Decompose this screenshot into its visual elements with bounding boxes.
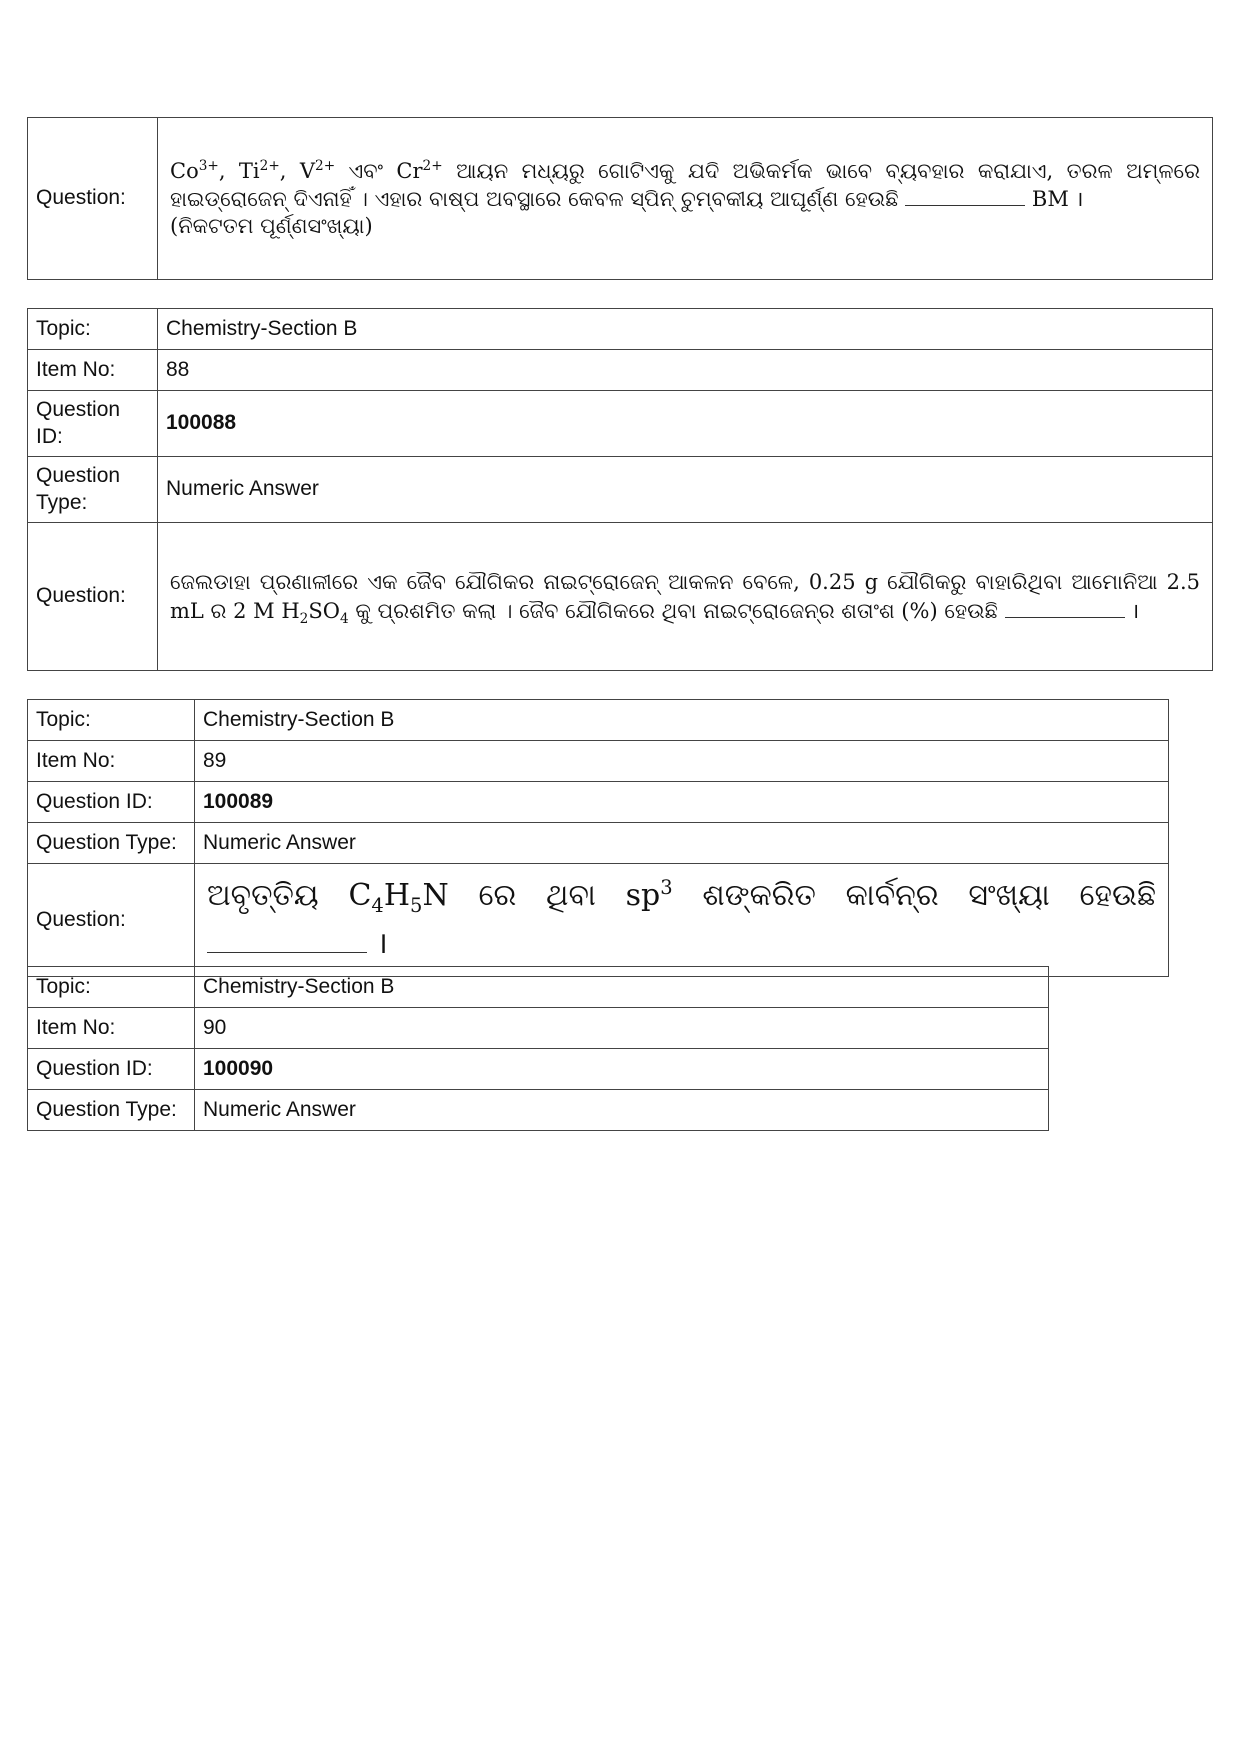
q-text-part: BM । bbox=[1025, 187, 1084, 212]
q-text-part: H bbox=[383, 878, 411, 913]
topic-value: Chemistry-Section B bbox=[195, 700, 1169, 741]
question-type-row bbox=[28, 1090, 1049, 1131]
question-id-value: 100090 bbox=[195, 1049, 1049, 1090]
question-id-value: 100089 bbox=[195, 782, 1169, 823]
question-type-value: Numeric Answer bbox=[195, 823, 1169, 864]
answer-blank bbox=[905, 184, 1025, 206]
question-id-label: Question ID: bbox=[28, 391, 158, 457]
q-text-part: , V bbox=[279, 159, 316, 184]
topic-row bbox=[28, 700, 1169, 741]
topic-row bbox=[28, 309, 1213, 350]
question-id-row bbox=[28, 1049, 1049, 1090]
q-text-part: । bbox=[1124, 598, 1140, 623]
q-text-part: SO bbox=[308, 598, 340, 623]
question-87-table bbox=[27, 117, 1213, 280]
q-text-part: । bbox=[367, 926, 388, 961]
question-label: Question: bbox=[28, 864, 195, 977]
topic-label: Topic: bbox=[28, 309, 158, 350]
question-id-value: 100088 bbox=[158, 391, 1213, 457]
question-id-row bbox=[28, 782, 1169, 823]
q-text-part: Co bbox=[170, 159, 199, 184]
question-88-table bbox=[27, 308, 1213, 671]
question-text bbox=[158, 118, 1213, 280]
item-label: Item No: bbox=[28, 350, 158, 391]
item-row bbox=[28, 350, 1213, 391]
question-type-value: Numeric Answer bbox=[195, 1090, 1049, 1131]
q-text-part: (ନିକଟତମ ପୂର୍ଣ୍ଣସଂଖ୍ୟା) bbox=[170, 213, 373, 238]
topic-value: Chemistry-Section B bbox=[195, 967, 1049, 1008]
question-text bbox=[195, 864, 1169, 977]
question-89-table bbox=[27, 699, 1169, 977]
item-label: Item No: bbox=[28, 1008, 195, 1049]
item-row bbox=[28, 741, 1169, 782]
question-text bbox=[158, 523, 1213, 671]
q-subscript: 2 bbox=[299, 610, 309, 627]
topic-value: Chemistry-Section B bbox=[158, 309, 1213, 350]
q-superscript: 2+ bbox=[422, 158, 443, 175]
q-text-part: N ରେ ଥିବା sp bbox=[422, 878, 661, 913]
topic-row bbox=[28, 967, 1049, 1008]
q-subscript: 4 bbox=[339, 610, 349, 627]
q-superscript: 2+ bbox=[315, 158, 336, 175]
question-type-label: Question Type: bbox=[28, 1090, 195, 1131]
answer-blank bbox=[1005, 596, 1125, 618]
q-superscript: 2+ bbox=[259, 158, 280, 175]
question-label: Question: bbox=[28, 523, 158, 671]
q-subscript: 4 bbox=[371, 894, 384, 917]
q-text-part: ଅବୃତ୍ତିୟ C bbox=[207, 878, 372, 913]
answer-blank bbox=[207, 922, 367, 953]
question-id-row bbox=[28, 391, 1213, 457]
question-id-label: Question ID: bbox=[28, 782, 195, 823]
question-type-label: Question Type: bbox=[28, 457, 158, 523]
question-type-row bbox=[28, 457, 1213, 523]
question-row bbox=[28, 118, 1213, 280]
q-text-part: ଆୟନ ମଧ୍ୟରୁ ଗୋଟିଏକୁ ଯଦି ଅଭିକର୍ମକ ଭାବେ ବ୍ୟବହାର କରାଯାଏ, ତରଳ ଅମ୍ଳରେ ହାଇଡ୍ରୋଜେନ୍ ଦିଏନାହିଁ । ଏହାର ବାଷ୍ପ ଅବସ୍ଥାରେ କେବଳ ସ୍ପିନ୍ ଚୁମ୍ବକୀୟ ଆଘୂର୍ଣ୍ଣ ହେଉଛି bbox=[170, 159, 1200, 212]
question-label: Question: bbox=[28, 118, 158, 280]
q-subscript: 5 bbox=[410, 894, 423, 917]
item-value: 88 bbox=[158, 350, 1213, 391]
q-text-part: ଏବଂ Cr bbox=[335, 159, 423, 184]
item-label: Item No: bbox=[28, 741, 195, 782]
question-row bbox=[28, 523, 1213, 671]
question-row bbox=[28, 864, 1169, 977]
question-90-table bbox=[27, 966, 1049, 1131]
q-text-part: ଜେଲଡାହା ପ୍ରଣାଳୀରେ ଏକ ଜୈବ ଯୌଗିକର ନାଇଟ୍ରୋଜେନ୍ ଆକଳନ ବେଳେ, 0.25 g ଯୌଗିକରୁ ବାହାରିଥିବା ଆମୋନିଆ 2.5 mL ର 2 M H bbox=[170, 570, 1200, 623]
q-text-part: କୁ ପ୍ରଶମିତ କଲା । ଜୈବ ଯୌଗିକରେ ଥିବା ନାଇଟ୍ରୋଜେନ୍‌ର ଶତାଂଶ (%) ହେଉଛି bbox=[348, 598, 1005, 623]
topic-label: Topic: bbox=[28, 967, 195, 1008]
q-text-part: ଶଙ୍କରିତ କାର୍ବନ୍‌ର ସଂଖ୍ୟା ହେଉଛି bbox=[672, 878, 1156, 913]
item-row bbox=[28, 1008, 1049, 1049]
item-value: 89 bbox=[195, 741, 1169, 782]
item-value: 90 bbox=[195, 1008, 1049, 1049]
q-superscript: 3+ bbox=[198, 158, 219, 175]
topic-label: Topic: bbox=[28, 700, 195, 741]
q-text-part: , Ti bbox=[218, 159, 260, 184]
question-type-label: Question Type: bbox=[28, 823, 195, 864]
question-type-value: Numeric Answer bbox=[158, 457, 1213, 523]
q-superscript: 3 bbox=[660, 876, 673, 899]
question-type-row bbox=[28, 823, 1169, 864]
question-id-label: Question ID: bbox=[28, 1049, 195, 1090]
